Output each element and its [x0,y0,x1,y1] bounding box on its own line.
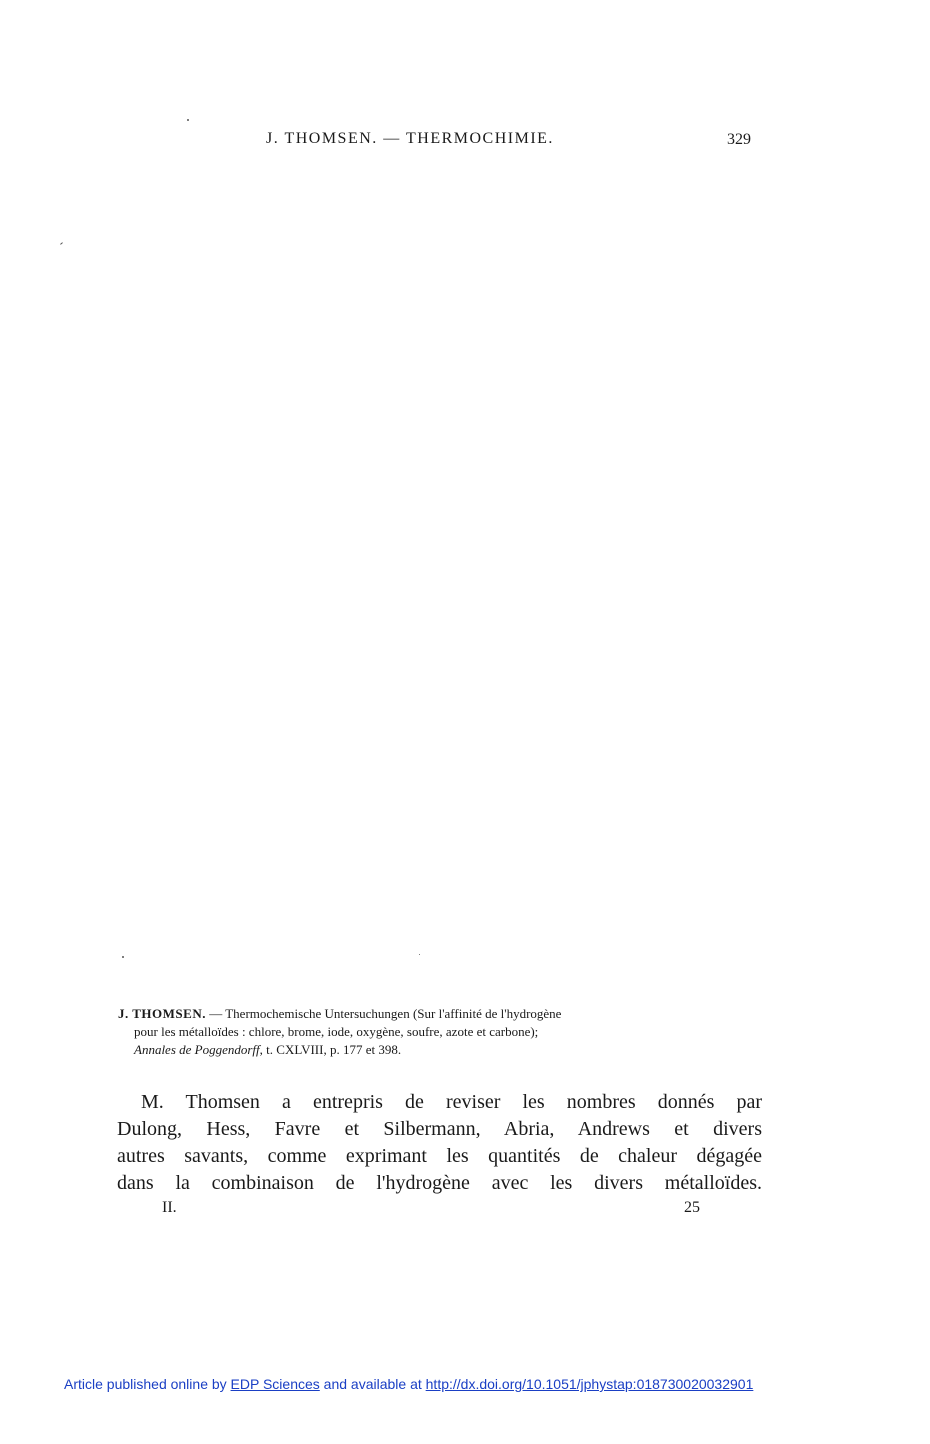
scan-speck [122,956,124,958]
notice-prefix: Article published online by [64,1376,231,1392]
reference-title-part2: pour les métalloïdes : chlore, brome, iode, oxygène, soufre, azote et carbone); [134,1024,539,1039]
notice-middle: and available at [319,1376,426,1392]
reference-citation: , t. CXLVIII, p. 177 et 398. [259,1042,402,1057]
publication-notice [64,1376,753,1392]
body-line-3: autres savants, comme exprimant les quantités de chaleur dégagée [117,1145,762,1167]
volume-mark: II. [162,1199,177,1216]
publisher-link[interactable]: EDP Sciences [230,1376,320,1392]
scan-speck [60,242,63,245]
reference-author: J. THOMSEN. [118,1006,206,1021]
signature-mark: 25 [684,1199,700,1216]
reference-journal: Annales de Poggendorff [134,1042,260,1057]
reference-line-3 [118,1041,763,1059]
reference-line-1 [118,1005,763,1023]
reference-dash: — [205,1006,226,1021]
bibliographic-reference [118,1005,763,1059]
page-number: 329 [727,131,751,148]
scan-speck [419,954,420,955]
reference-title-part1: Thermochemische Untersuchungen (Sur l'affinité de l'hydrogène [225,1006,562,1021]
body-paragraph [117,1089,762,1197]
body-line-1: M. Thomsen a entrepris de reviser les nombres donnés par [141,1091,762,1113]
doi-link[interactable]: http://dx.doi.org/10.1051/jphystap:018730020032901 [425,1376,754,1392]
body-line-2: Dulong, Hess, Favre et Silbermann, Abria, Andrews et divers [117,1118,762,1140]
scan-speck [187,119,189,121]
body-line-4: dans la combinaison de l'hydrogène avec les divers métalloïdes. [117,1172,762,1194]
running-head: J. THOMSEN. — THERMOCHIMIE. [266,130,554,147]
